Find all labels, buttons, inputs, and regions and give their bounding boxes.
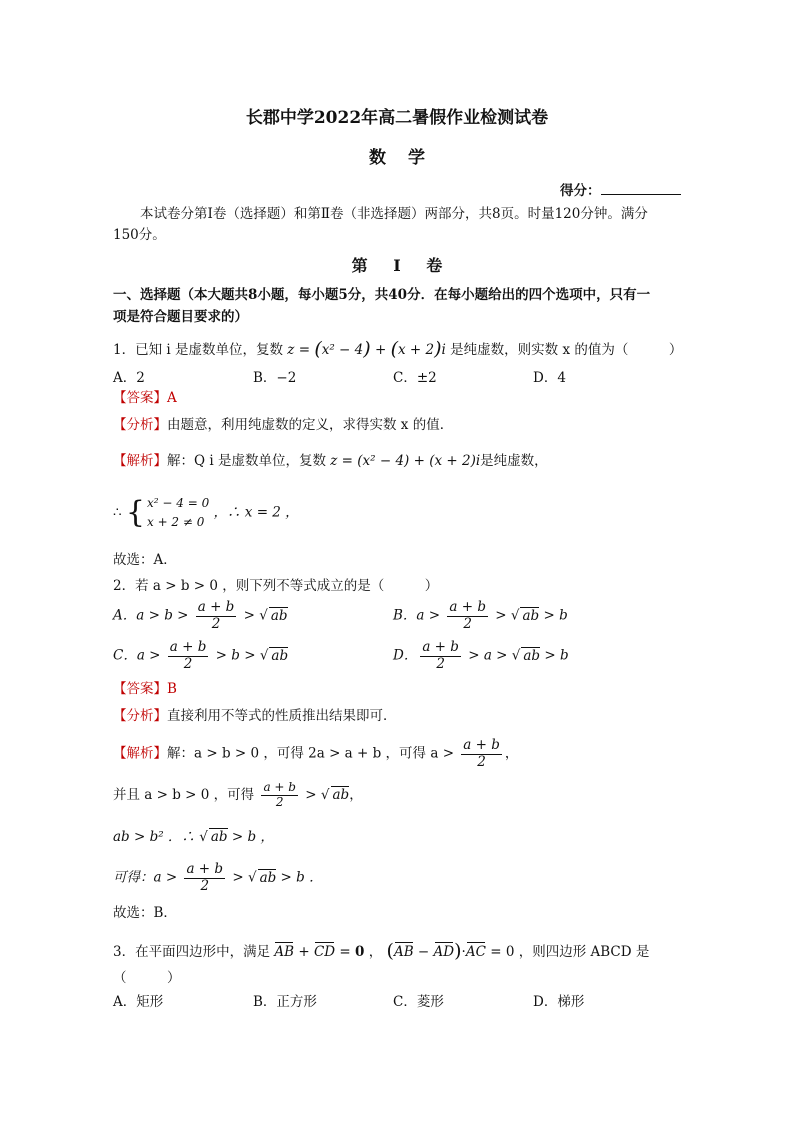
- q3-stem: 3．在平面四边形中，满足 AB + CD = 0 ， (AB − AD)·AC = 0 ，则四边形 ABCD 是: [113, 940, 650, 962]
- answer-tag: 【答案】: [113, 390, 167, 406]
- q2-choose: 故选：B．: [113, 905, 177, 921]
- q1-option-d: D．4: [533, 370, 566, 386]
- q1-stem-b: 是纯虚数，则实数 x 的值为（ ）: [450, 342, 683, 358]
- score-blank: [601, 182, 681, 195]
- answer-value: B: [167, 681, 177, 697]
- q1-answer: [113, 390, 177, 407]
- therefore-symbol: ∴: [113, 504, 122, 521]
- q2-solution-line-4: 可得：a > $\frac{a + b}{2}$ > √ ab > b ．: [113, 861, 323, 894]
- q2-option-d: D． $\frac{a + b}{2}$ > a > √ ab > b: [393, 639, 569, 672]
- q1-analysis: [113, 417, 453, 434]
- brace-icon: {: [125, 495, 145, 531]
- q3-option-c: C．菱形: [393, 994, 444, 1010]
- q3-stem-a: 3．在平面四边形中，满足: [113, 944, 271, 960]
- section-heading-line-1: 一、选择题（本大题共8小题，每小题5分，共40分．在每小题给出的四个选项中，只有一: [113, 287, 651, 303]
- solution-tag: 【解析】: [113, 745, 167, 762]
- q2-solution-line-1: 【解析】解：a > b > 0 ，可得 2a > a + b ，可得 a > $\frac{a + b}{2}$ ，: [113, 737, 519, 770]
- q3-stem-paren: （ ）: [113, 970, 181, 986]
- q1-formula: z = (x² − 4) + (x + 2)i: [287, 338, 446, 360]
- q2-solution-line-3: ab > b² ．∴ √ ab > b ，: [113, 829, 274, 845]
- fraction-num: a + b: [197, 599, 235, 615]
- fraction-den: 2: [211, 615, 221, 632]
- analysis-tag: 【分析】: [113, 708, 167, 724]
- q1-system: [113, 494, 299, 532]
- q1-option-a: A．2: [113, 370, 145, 386]
- solution-text: 可得：a >: [113, 869, 178, 886]
- q1-solution-formula: z = (x² − 4) + (x + 2)i: [330, 453, 481, 469]
- subject-title: 数学: [369, 148, 447, 168]
- section-heading-line-2: 项是符合题目要求的）: [113, 309, 248, 325]
- equation-system: [147, 494, 209, 532]
- solution-text-b: 是纯虚数，: [480, 453, 548, 469]
- q1-choose: 故选：A．: [113, 552, 177, 568]
- q3-stem-b: ，则四边形 ABCD 是: [518, 944, 650, 960]
- q1-stem-a: 1．已知 i 是虚数单位，复数: [113, 342, 283, 358]
- q2-stem: 2．若 a > b > 0 ，则下列不等式成立的是（ ）: [113, 578, 439, 594]
- score-field: [560, 182, 681, 200]
- volume-heading: 第 Ⅰ 卷: [351, 256, 453, 275]
- q1-option-c: C．±2: [393, 370, 437, 386]
- analysis-text: 直接利用不等式的性质推出结果即可．: [167, 708, 397, 724]
- system-conclusion: ，∴ x = 2 ，: [213, 504, 299, 521]
- q2-analysis: [113, 708, 397, 725]
- q2-option-c: C．a > $\frac{a + b}{2}$ > b > √ ab: [113, 639, 289, 672]
- sqrt: ab: [270, 607, 288, 624]
- intro-line-2: 150分。: [113, 227, 166, 243]
- q3-option-a: A．矩形: [113, 994, 164, 1010]
- solution-tag: 【解析】: [113, 453, 167, 469]
- solution-text: ab > b² ．∴: [113, 829, 195, 845]
- q1-stem: [113, 338, 682, 362]
- q2-option-a: A．a > b > $\frac{a + b}{2}$ > √ ab: [113, 599, 288, 632]
- system-line-1: x² − 4 = 0: [146, 496, 210, 510]
- q1-option-b: B．−2: [253, 370, 297, 386]
- analysis-text: 由题意，利用纯虚数的定义，求得实数 x 的值．: [167, 417, 454, 433]
- q3-option-d: D．梯形: [533, 994, 585, 1010]
- solution-text: 解：a > b > 0 ，可得 2a > a + b ，可得 a >: [167, 745, 454, 762]
- analysis-tag: 【分析】: [113, 417, 167, 433]
- q2-answer: [113, 681, 177, 698]
- q3-option-b: B．正方形: [253, 994, 317, 1010]
- system-line-2: x + 2 ≠ 0: [146, 515, 205, 530]
- page-title: 长郡中学2022年高二暑假作业检测试卷: [245, 108, 549, 128]
- score-label: 得分：: [560, 183, 601, 199]
- solution-text: 并且 a > b > 0 ，可得: [113, 786, 255, 803]
- answer-value: A: [167, 390, 177, 406]
- q1-solution: [113, 453, 548, 470]
- answer-tag: 【答案】: [113, 681, 167, 697]
- fraction: [196, 600, 237, 632]
- intro-line-1: 本试卷分第Ⅰ卷（选择题）和第Ⅱ卷（非选择题）两部分，共8页。时量120分钟。满分: [140, 206, 648, 222]
- solution-text-a: 解：Q i 是虚数单位，复数: [167, 453, 326, 469]
- q2-option-b: B．a > $\frac{a + b}{2}$ > √ ab > b: [393, 599, 568, 632]
- q2-solution-line-2: 并且 a > b > 0 ，可得 $\frac{a + b}{2}$ > √ ab，: [113, 780, 363, 809]
